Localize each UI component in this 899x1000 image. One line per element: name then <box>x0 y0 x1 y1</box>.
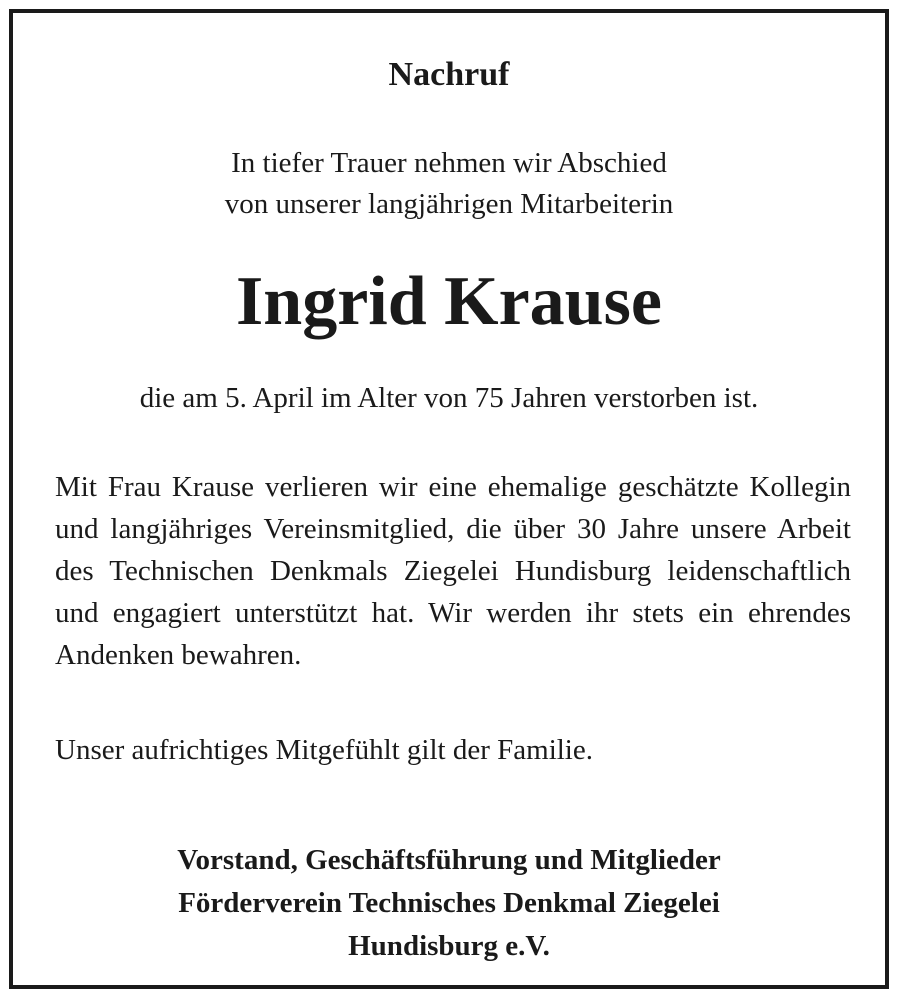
deceased-name: Ingrid Krause <box>236 263 662 340</box>
intro-text <box>13 143 885 225</box>
obituary-heading: Nachruf <box>388 56 510 93</box>
signature-block <box>13 839 885 968</box>
signature-line-1: Vorstand, Geschäftsführung und Mitglieder <box>177 844 721 876</box>
death-notice: die am 5. April im Alter von 75 Jahren verstorben ist. <box>139 382 759 414</box>
obituary-frame <box>9 9 889 989</box>
condolence-text: Unser aufrichtiges Mitgefühlt gilt der Familie. <box>55 734 593 766</box>
signature-line-2: Förderverein Technisches Denkmal Ziegelei <box>178 887 720 919</box>
signature-line-3: Hundisburg e.V. <box>348 930 550 962</box>
tribute-paragraph: Mit Frau Krause verlieren wir eine ehemalige geschätzte Kollegin und langjähriges Vereinsmitglied, die über 30 Jahre unsere Arbeit des Technischen Denkmals Ziegelei Hundisburg leidenschaftlich und engagiert unterstützt hat. Wir werden ihr stets ein ehrendes Andenken bewahren. <box>55 471 851 671</box>
intro-line-2: von unserer langjährigen Mitarbeiterin <box>224 188 674 220</box>
intro-line-1: In tiefer Trauer nehmen wir Abschied <box>231 147 667 179</box>
